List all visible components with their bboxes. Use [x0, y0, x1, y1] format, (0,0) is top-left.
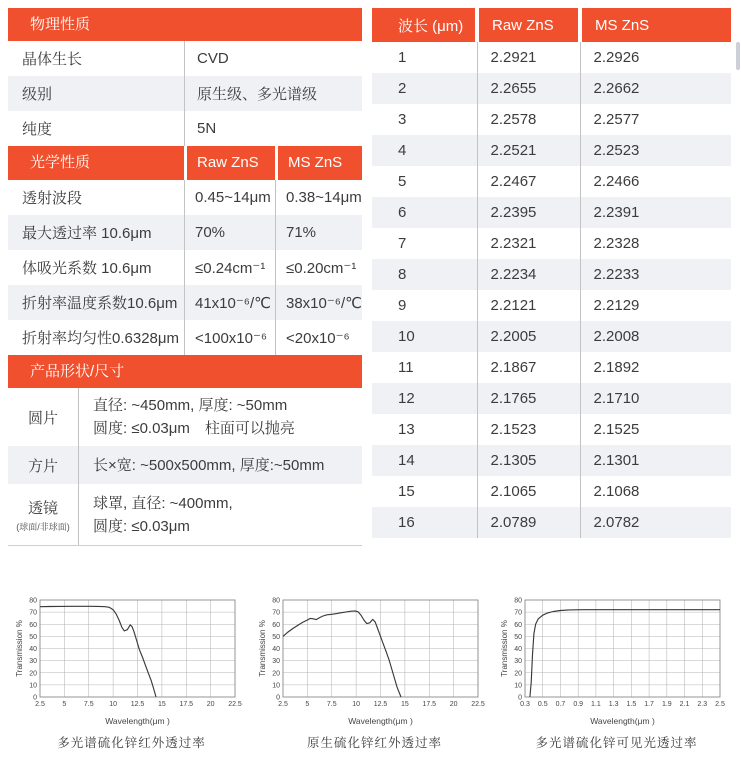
y-tick-label: 0 — [33, 694, 37, 702]
ms-zns-cell: 2.1068 — [580, 476, 731, 507]
wavelength-cell: 7 — [398, 235, 407, 252]
ms-zns-cell: 2.2577 — [580, 104, 731, 135]
x-tick-label: 2.5 — [715, 701, 725, 708]
raw-zns-value: 0.45~14μm — [184, 180, 275, 215]
y-tick-label: 0 — [276, 694, 280, 702]
ms-zns-value: ≤0.20cm⁻¹ — [275, 250, 362, 285]
shape-label: 方片 — [27, 457, 58, 475]
row-label: 体吸光系数 10.6μm — [22, 260, 152, 277]
table-row — [8, 250, 362, 285]
wavelength-cell: 6 — [372, 197, 477, 228]
shape-label: 圆片 — [27, 409, 58, 427]
x-tick-label: 0.7 — [555, 701, 566, 708]
chart-title: 原生硫化锌红外透过率 — [306, 736, 442, 750]
table-row — [8, 215, 362, 250]
ms-zns-cell: 2.1301 — [580, 445, 731, 476]
raw-zns-cell: 2.2395 — [477, 197, 580, 228]
y-tick-label: 70 — [514, 609, 522, 617]
table-row — [8, 388, 362, 446]
ms-zns-cell: 2.2523 — [580, 135, 731, 166]
y-tick-label: 30 — [29, 658, 37, 666]
x-tick-label: 17.5 — [179, 701, 194, 708]
x-tick-label: 0.9 — [573, 701, 584, 708]
raw-zns-cell: 2.0789 — [477, 507, 580, 538]
table-row — [8, 320, 362, 355]
description-line: 直径: ~450mm, 厚度: ~50mm — [93, 397, 288, 414]
row-value: CVD — [184, 41, 362, 76]
y-axis-label: Transmission % — [258, 620, 267, 677]
y-tick-label: 20 — [29, 670, 37, 678]
y-axis-label: Transmission % — [500, 620, 509, 677]
physical-section-header — [8, 8, 362, 41]
raw-zns-cell: 2.2578 — [477, 104, 580, 135]
y-tick-label: 50 — [29, 633, 37, 641]
x-tick-label: 2.5 — [35, 701, 45, 708]
shape-description — [78, 484, 362, 545]
wavelength-cell: 14 — [372, 445, 477, 476]
table-row — [372, 383, 731, 414]
raw-zns-cell: 2.2655 — [477, 73, 580, 104]
x-tick-label: 15 — [157, 701, 166, 708]
raw-zns-cell: 2.2121 — [477, 290, 580, 321]
y-tick-label: 50 — [514, 633, 522, 641]
raw-zns-value: 41x10⁻⁶/℃ — [184, 285, 275, 320]
description-line: 圆度: ≤0.03μm — [93, 517, 190, 535]
raw-zns-cell: 2.2521 — [477, 135, 580, 166]
wavelength-cell: 8 — [372, 259, 477, 290]
table-row — [8, 41, 362, 76]
row-label: 级别 — [22, 86, 53, 103]
wavelength-cell: 2 — [372, 73, 477, 104]
chart-curve — [40, 606, 156, 697]
x-tick-label: 12.5 — [130, 701, 145, 708]
x-axis-label: Wavelength(μm ) — [105, 716, 170, 726]
ms-zns-cell: 2.2328 — [580, 228, 731, 259]
raw-zns-cell: 2.2321 — [477, 228, 580, 259]
x-tick-label: 2.5 — [278, 701, 288, 708]
transmission-chart — [14, 595, 246, 728]
x-axis-label: Wavelength(μm ) — [590, 716, 655, 726]
shape-description — [78, 388, 362, 446]
chart-title: 多光谱硫化锌可见光透过率 — [535, 736, 698, 750]
x-tick-label: 10 — [352, 701, 361, 708]
wavelength-cell: 3 — [398, 111, 407, 128]
table-row — [8, 111, 362, 146]
table-row — [372, 445, 731, 476]
chart-curve — [283, 611, 401, 697]
table-row — [372, 135, 731, 166]
y-axis-label: Transmission % — [15, 620, 24, 677]
y-tick-label: 80 — [272, 597, 280, 605]
transmission-chart — [257, 595, 489, 728]
ms-zns-cell: 2.2008 — [580, 321, 731, 352]
y-tick-label: 0 — [518, 694, 522, 702]
y-tick-label: 20 — [514, 670, 522, 678]
y-tick-label: 60 — [29, 621, 37, 629]
table-row — [8, 180, 362, 215]
row-value: 原生级、多光谱级 — [184, 76, 362, 111]
transmission-chart — [499, 595, 731, 728]
refractive-index-panel — [372, 8, 731, 538]
wavelength-cell: 12 — [372, 383, 477, 414]
x-tick-label: 2.3 — [697, 701, 708, 708]
table-row — [372, 259, 731, 290]
x-tick-label: 1.1 — [591, 701, 601, 708]
column-header-wavelength: 波长 (μm) — [372, 8, 477, 42]
ms-zns-cell: 2.1710 — [580, 383, 731, 414]
row-label: 最大透过率 10.6μm — [22, 225, 152, 242]
x-tick-label: 1.5 — [626, 701, 637, 708]
shape-description — [78, 446, 362, 484]
x-tick-label: 1.9 — [661, 701, 672, 708]
table-row — [372, 104, 731, 135]
wavelength-cell: 11 — [398, 359, 414, 376]
x-tick-label: 20 — [206, 701, 215, 708]
raw-zns-value: ≤0.24cm⁻¹ — [184, 250, 275, 285]
scrollbar[interactable] — [736, 42, 740, 70]
x-tick-label: 5 — [62, 701, 67, 708]
row-value: 5N — [184, 111, 362, 146]
refractive-index-table — [372, 8, 731, 538]
shape-section-header — [8, 355, 362, 388]
table-header-row — [372, 8, 731, 42]
x-tick-label: 20 — [449, 701, 458, 708]
x-tick-label: 7.5 — [326, 701, 337, 708]
table-row — [372, 414, 731, 445]
raw-zns-cell: 2.1867 — [477, 352, 580, 383]
table-row — [372, 166, 731, 197]
x-tick-label: 7.5 — [83, 701, 94, 708]
raw-zns-cell: 2.2921 — [477, 42, 580, 73]
column-header-ms-zns: MS ZnS — [580, 8, 731, 42]
column-header-ms-zns: MS ZnS — [278, 146, 362, 180]
x-tick-label: 1.3 — [608, 701, 619, 708]
raw-zns-cell: 2.1523 — [477, 414, 580, 445]
description-line: 长×宽: ~500x500mm, 厚度:~50mm — [93, 456, 325, 474]
table-row — [8, 76, 362, 111]
ms-zns-value: 71% — [275, 215, 362, 250]
shape-sublabel: (球面/非球面) — [16, 521, 70, 532]
y-tick-label: 70 — [29, 609, 37, 617]
x-axis-label: Wavelength(μm ) — [348, 716, 413, 726]
y-tick-label: 10 — [272, 682, 280, 690]
x-tick-label: 0.3 — [520, 701, 530, 708]
ms-zns-cell: 2.2129 — [580, 290, 731, 321]
shape-label: 透镜 (球面/非球面) — [16, 499, 70, 532]
chart-curve — [530, 610, 720, 697]
table-row — [372, 42, 731, 73]
raw-zns-cell: 2.1305 — [477, 445, 580, 476]
y-tick-label: 30 — [272, 658, 280, 666]
section-title: 物理性质 — [30, 16, 91, 33]
y-tick-label: 40 — [272, 646, 280, 653]
raw-zns-value: <100x10⁻⁶ — [184, 320, 275, 355]
raw-zns-cell: 2.2005 — [477, 321, 580, 352]
wavelength-cell: 16 — [372, 507, 477, 538]
table-row — [8, 446, 362, 484]
x-tick-label: 17.5 — [422, 701, 437, 708]
x-tick-label: 12.5 — [373, 701, 388, 708]
y-tick-label: 20 — [272, 670, 280, 678]
table-row — [372, 73, 731, 104]
ms-zns-cell: 2.2391 — [580, 197, 731, 228]
wavelength-cell: 1 — [398, 49, 407, 66]
x-tick-label: 5 — [305, 701, 310, 708]
wavelength-cell: 4 — [372, 135, 477, 166]
raw-zns-cell: 2.2467 — [477, 166, 580, 197]
y-tick-label: 80 — [514, 597, 522, 605]
y-tick-label: 50 — [272, 633, 280, 641]
wavelength-cell: 5 — [398, 173, 407, 190]
table-row — [372, 507, 731, 538]
ms-zns-cell: 2.1525 — [580, 414, 731, 445]
raw-zns-cell: 2.2234 — [477, 259, 580, 290]
ms-zns-cell: 2.2662 — [580, 73, 731, 104]
ms-zns-value: 38x10⁻⁶/℃ — [275, 285, 362, 320]
y-tick-label: 40 — [29, 646, 37, 653]
y-tick-label: 60 — [514, 621, 522, 629]
description-line: 圆度: ≤0.03μm 柱面可以抛亮 — [93, 420, 295, 437]
wavelength-cell: 15 — [398, 483, 415, 500]
y-tick-label: 10 — [29, 682, 37, 690]
table-row — [372, 352, 731, 383]
raw-zns-cell: 2.1765 — [477, 383, 580, 414]
chart-multispectral-visible — [499, 595, 731, 751]
section-title: 光学性质 — [8, 146, 184, 180]
row-label: 折射率温度系数10.6μm — [22, 295, 178, 312]
chart-raw-ir — [257, 595, 489, 751]
charts-row — [0, 595, 741, 759]
y-tick-label: 80 — [29, 597, 37, 605]
x-tick-label: 22.5 — [228, 701, 242, 708]
table-row — [372, 228, 731, 259]
row-label: 折射率均匀性0.6328μm — [22, 330, 180, 347]
optical-section-header — [8, 146, 362, 180]
column-header-raw-zns: Raw ZnS — [187, 146, 275, 180]
raw-zns-value: 70% — [184, 215, 275, 250]
x-tick-label: 15 — [400, 701, 409, 708]
ms-zns-cell: 2.2466 — [580, 166, 731, 197]
ms-zns-value: <20x10⁻⁶ — [275, 320, 362, 355]
raw-zns-cell: 2.1065 — [477, 476, 580, 507]
column-header-raw-zns: Raw ZnS — [477, 8, 580, 42]
table-row — [372, 321, 731, 352]
ms-zns-cell: 2.2233 — [580, 259, 731, 290]
description-line: 球罩, 直径: ~400mm, — [93, 494, 233, 512]
ms-zns-cell: 2.2926 — [580, 42, 731, 73]
chart-multispectral-ir — [14, 595, 246, 751]
y-tick-label: 10 — [514, 682, 522, 690]
y-tick-label: 70 — [272, 609, 280, 617]
left-property-panel — [8, 8, 362, 546]
ms-zns-value: 0.38~14μm — [275, 180, 362, 215]
x-tick-label: 10 — [109, 701, 118, 708]
x-tick-label: 22.5 — [471, 701, 485, 708]
y-tick-label: 40 — [514, 646, 522, 653]
x-tick-label: 0.5 — [537, 701, 548, 708]
table-row — [8, 285, 362, 320]
ms-zns-cell: 2.0782 — [580, 507, 731, 538]
wavelength-cell: 9 — [398, 297, 407, 314]
x-tick-label: 1.7 — [644, 701, 654, 708]
x-tick-label: 2.1 — [679, 701, 690, 708]
chart-title: 多光谱硫化锌红外透过率 — [57, 736, 206, 750]
ms-zns-cell: 2.1892 — [580, 352, 731, 383]
table-row — [8, 484, 362, 546]
wavelength-cell: 13 — [398, 421, 415, 438]
row-label: 纯度 — [22, 121, 53, 138]
table-row — [372, 290, 731, 321]
section-title: 产品形状/尺寸 — [30, 363, 125, 380]
row-label: 晶体生长 — [22, 51, 83, 68]
wavelength-cell: 10 — [372, 321, 477, 352]
y-tick-label: 60 — [272, 621, 280, 629]
table-row — [372, 476, 731, 507]
row-label: 透射波段 — [22, 190, 83, 207]
y-tick-label: 30 — [514, 658, 522, 666]
table-row — [372, 197, 731, 228]
